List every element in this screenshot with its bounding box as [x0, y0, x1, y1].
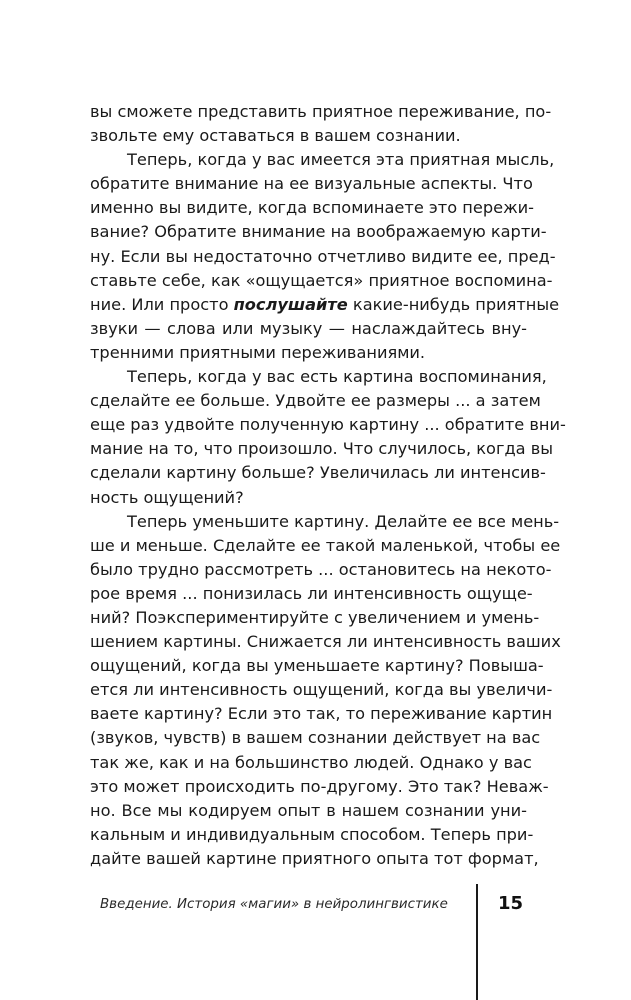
- text-line: тренними приятными переживаниями.: [90, 342, 426, 362]
- text-line: ность ощущений?: [90, 487, 244, 507]
- body-text: [90, 100, 566, 871]
- text-line: именно вы видите, когда вспоминаете это пережи-: [90, 198, 535, 218]
- text-line: вы сможете представить приятное переживание, по-: [90, 102, 552, 121]
- text-line: ваете картину? Если это так, то переживание картин: [90, 704, 553, 724]
- text-line: обратите внимание на ее визуальные аспекты. Что: [90, 174, 533, 194]
- text-line: Теперь уменьшите картину. Делайте ее все мень-: [127, 511, 560, 531]
- text-line: рое время ... понизилась ли интенсивность ощуще-: [90, 583, 533, 603]
- text-line: ше и меньше. Сделайте ее такой маленькой, чтобы ее: [90, 535, 561, 555]
- text-line: кальным и индивидуальным способом. Теперь при-: [90, 824, 534, 844]
- text-line: это может происходить по-другому. Это так? Неваж-: [90, 776, 549, 796]
- text-line: было трудно рассмотреть ... остановитесь на некото-: [90, 559, 552, 579]
- text-line: ние. Или просто послушайте какие-нибудь приятные: [90, 294, 560, 314]
- running-title: Введение. История «магии» в нейролингвистике: [100, 897, 448, 912]
- text-line: но. Все мы кодируем опыт в нашем сознании уни-: [90, 800, 527, 820]
- text-line: вание? Обратите внимание на воображаемую карти-: [90, 222, 547, 242]
- emphasis-word: послушайте: [233, 294, 348, 314]
- text-line: мание на то, что произошло. Что случилось, когда вы: [90, 439, 554, 459]
- text-line: еще раз удвойте полученную картину ... обратите вни-: [90, 415, 566, 435]
- page-number: 15: [498, 893, 524, 914]
- text-line: Теперь, когда у вас имеется эта приятная мысль,: [127, 150, 555, 170]
- text-line: ощущений, когда вы уменьшаете картину? Повыша-: [90, 656, 544, 676]
- text-line: звольте ему оставаться в вашем сознании.: [90, 126, 461, 146]
- text-line: ну. Если вы недостаточно отчетливо видите ее, пред-: [90, 246, 556, 266]
- text-line: ется ли интенсивность ощущений, когда вы увеличи-: [90, 680, 553, 700]
- text-line: шением картины. Снижается ли интенсивность ваших: [90, 632, 561, 652]
- text-line: (звуков, чувств) в вашем сознании действует на вас: [90, 728, 541, 748]
- text-line: так же, как и на большинство людей. Однако у вас: [90, 752, 532, 772]
- text-line: сделайте ее больше. Удвойте ее размеры ... а затем: [90, 391, 541, 411]
- text-line: ний? Поэкспериментируйте с увеличением и умень-: [90, 607, 540, 627]
- text-line: дайте вашей картине приятного опыта тот формат,: [90, 848, 539, 868]
- text-line: звуки — слова или музыку — наслаждайтесь вну-: [90, 318, 527, 338]
- text-line: сделали картину больше? Увеличилась ли интенсив-: [90, 463, 546, 483]
- text-line: ставьте себе, как «ощущается» приятное воспомина-: [90, 270, 553, 290]
- footer-divider: [476, 884, 478, 1000]
- text-line: Теперь, когда у вас есть картина воспоминания,: [127, 367, 547, 387]
